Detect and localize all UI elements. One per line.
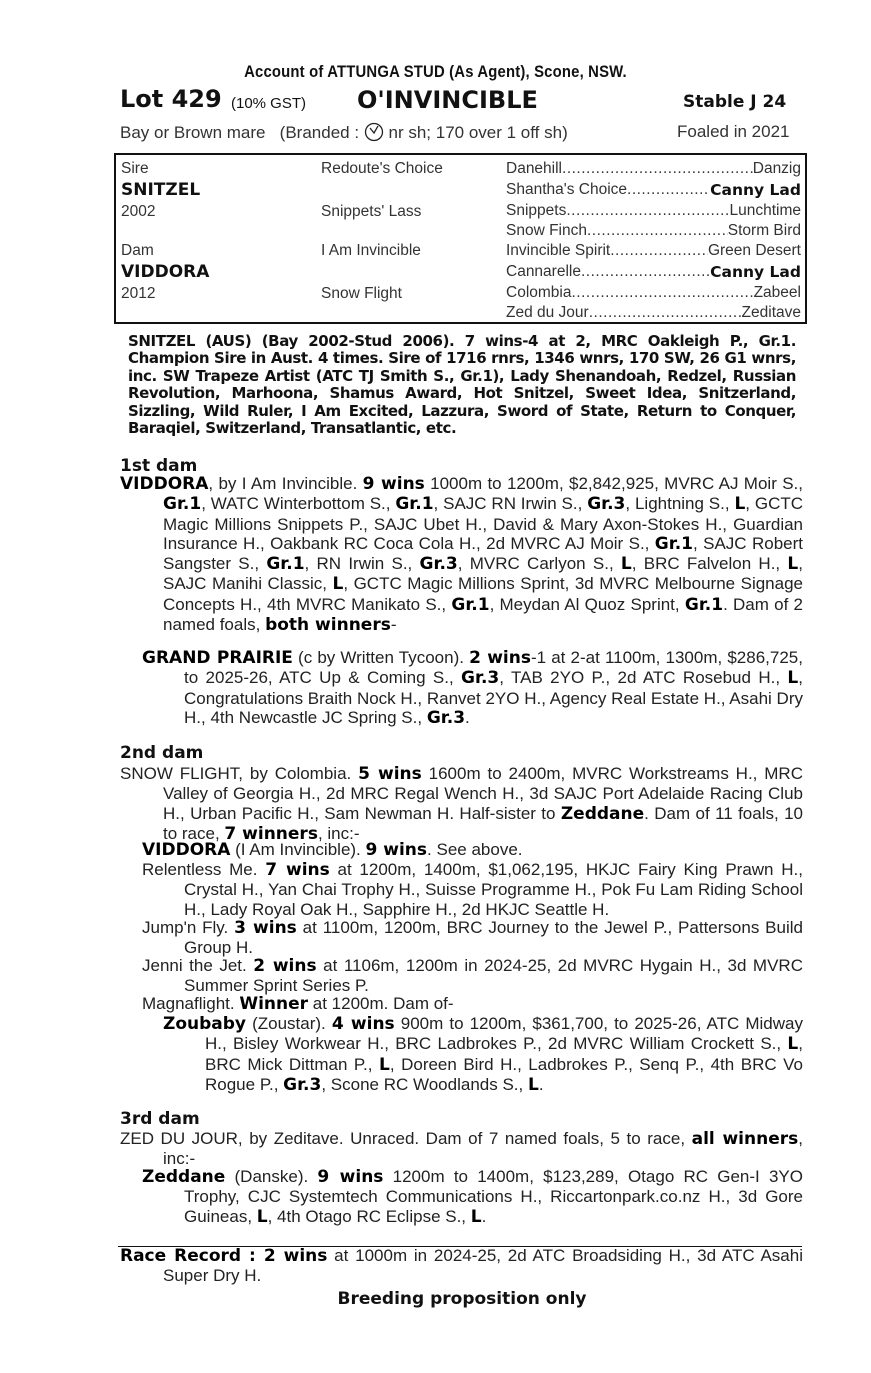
g3-row: Shantha's Choice ..... Canny Lad	[506, 181, 801, 199]
sire-summary: SNITZEL (AUS) (Bay 2002-Stud 2006). 7 wins-4 at 2, MRC Oakleigh P., Gr.1. Champion Sire in Aust. 4 times. Sire of 1716 rnrs, 1346 wnrs, 170 SW, 26 G1 wnrs, inc. SW Trapeze Artist (ATC TJ Smith S., Gr.1), Lady Shenandoah, Redzel, Russian Revolution, Marhoona, Shamus Award, Hot Snitzel, Sweet Idea, Snitzerland, Sizzling, Wild Ruler, I Am Excited, Lazzura, Sword of State, Return to Conquer, Baraqiel, Switzerland, Transatlantic, etc.	[128, 332, 796, 438]
first-dam-heading: 1st dam	[120, 456, 198, 476]
horse-description	[120, 122, 568, 143]
dam-dam: Snow Flight	[321, 285, 402, 302]
pedigree-table	[114, 153, 807, 324]
progeny-entry: Magnaflight. Winner at 1200m. Dam of-	[142, 994, 454, 1014]
g3-row: Zed du Jour ..... Zeditave	[506, 304, 801, 322]
progeny-entry: Zeddane (Danske). 9 wins 1200m to 1400m, $123,289, Otago RC Gen-I 3YO Trophy, CJC Systemtech Communications H., Riccartonpark.co.nz H., 3d Gore Guineas, L, 4th Otago RC Eclipse S., L.	[142, 1167, 803, 1227]
horse-name: O'INVINCIBLE	[357, 86, 538, 114]
sire-year: 2002	[121, 203, 156, 220]
footer-note: Breeding proposition only	[337, 1289, 587, 1309]
dam-year: 2012	[121, 285, 156, 302]
first-dam-entry: VIDDORA, by I Am Invincible. 9 wins 1000m to 1200m, $2,842,925, MVRC AJ Moir S., Gr.1, WATC Winterbottom S., Gr.1, SAJC RN Irwin S., Gr.3, Lightning S., L, GCTC Magic Millions Snippets P., SAJC Ubet H., David & Mary Axon-Stokes H., Guardian Insurance H., Oakbank RC Coca Cola H., 2d MVRC AJ Moir S., Gr.1, SAJC Robert Sangster S., Gr.1, RN Irwin S., Gr.3, MVRC Carlyon S., L, BRC Falvelon H., L, SAJC Manihi Classic, L, GCTC Magic Millions Sprint, 3d MVRC Melbourne Signage Concepts H., 4th MVRC Manikato S., Gr.1, Meydan Al Quoz Sprint, Gr.1. Dam of 2 named foals, both winners-	[120, 474, 804, 636]
progeny-entry: Zoubaby (Zoustar). 4 wins 900m to 1200m, $361,700, to 2025-26, ATC Midway H., Bisley Workwear H., BRC Ladbrokes P., 2d MVRC William Crockett S., L, BRC Mick Dittman P., L, Doreen Bird H., Ladbrokes P., Senq P., 4th BRC Vo Rogue P., Gr.3, Scone RC Woodlands S., L.	[163, 1014, 803, 1095]
g3-row: Invincible Spirit ..... Green Desert	[506, 242, 801, 260]
progeny-entry: GRAND PRAIRIE (c by Written Tycoon). 2 wins-1 at 2-at 1100m, 1300m, $286,725, to 2025-26, ATC Up & Coming S., Gr.3, TAB 2YO P., 2d ATC Rosebud H., L, Congratulations Braith Nock H., Ranvet 2YO H., Agency Real Estate H., Asahi Dry H., 4th Newcastle JC Spring S., Gr.3.	[142, 648, 803, 728]
stable-location: Stable J 24	[683, 92, 787, 112]
third-dam-heading: 3rd dam	[120, 1109, 200, 1129]
progeny-entry: VIDDORA (I Am Invincible). 9 wins. See above.	[142, 840, 523, 860]
description-text-2: nr sh; 170 over 1 off sh)	[383, 123, 568, 142]
sire-label: Sire	[121, 160, 149, 177]
lot-number: Lot 429	[120, 85, 222, 113]
progeny-entry: Jump'n Fly. 3 wins at 1100m, 1200m, BRC Journey to the Jewel P., Pattersons Build Group H.	[142, 918, 803, 958]
sire-name: SNITZEL	[121, 180, 201, 200]
dam-name: VIDDORA	[121, 262, 210, 282]
g3-row: Colombia ..... Zabeel	[506, 284, 801, 302]
foaled-year: Foaled in 2021	[677, 122, 790, 141]
third-dam-entry: ZED DU JOUR, by Zeditave. Unraced. Dam of 7 named foals, 5 to race, all winners, inc:-	[120, 1129, 803, 1169]
g3-row: Cannarelle ..... Canny Lad	[506, 263, 801, 281]
progeny-entry: Jenni the Jet. 2 wins at 1106m, 1200m in 2024-25, 2d MVRC Hygain H., 3d MVRC Summer Sprint Series P.	[142, 956, 803, 996]
dam-label: Dam	[121, 242, 154, 259]
gst-note: (10% GST)	[231, 95, 307, 112]
dam-sire: I Am Invincible	[321, 242, 421, 259]
g3-row: Snow Finch ..... Storm Bird	[506, 222, 801, 240]
g3-row: Snippets ..... Lunchtime	[506, 202, 801, 220]
g3-row: Danehill ..... Danzig	[506, 160, 801, 178]
progeny-entry: Relentless Me. 7 wins at 1200m, 1400m, $1,062,195, HKJC Fairy King Prawn H., Crystal H., Yan Chai Trophy H., Suisse Programme H., Pok Fu Lam Riding School H., Lady Royal Oak H., Sapphire H., 2d HKJC Seattle H.	[142, 860, 803, 919]
clock-brand-icon	[364, 122, 384, 142]
description-text: Bay or Brown mare (Branded :	[120, 123, 364, 142]
race-record: Race Record : 2 wins at 1000m in 2024-25, 2d ATC Broadsiding H., 3d ATC Asahi Super Dry H.	[120, 1246, 803, 1286]
sire-dam: Snippets' Lass	[321, 203, 422, 220]
second-dam-entry: SNOW FLIGHT, by Colombia. 5 wins 1600m to 2400m, MVRC Workstreams H., MRC Valley of Georgia H., 2d MRC Regal Wench H., 3d SAJC Port Adelaide Racing Club H., Urban Pacific H., Sam Newman H. Half-sister to Zeddane. Dam of 11 foals, 10 to race, 7 winners, inc:-	[120, 764, 803, 844]
sire-sire: Redoute's Choice	[321, 160, 443, 177]
second-dam-heading: 2nd dam	[120, 743, 204, 763]
vendor-account: Account of ATTUNGA STUD (As Agent), Scone, NSW.	[244, 63, 627, 81]
